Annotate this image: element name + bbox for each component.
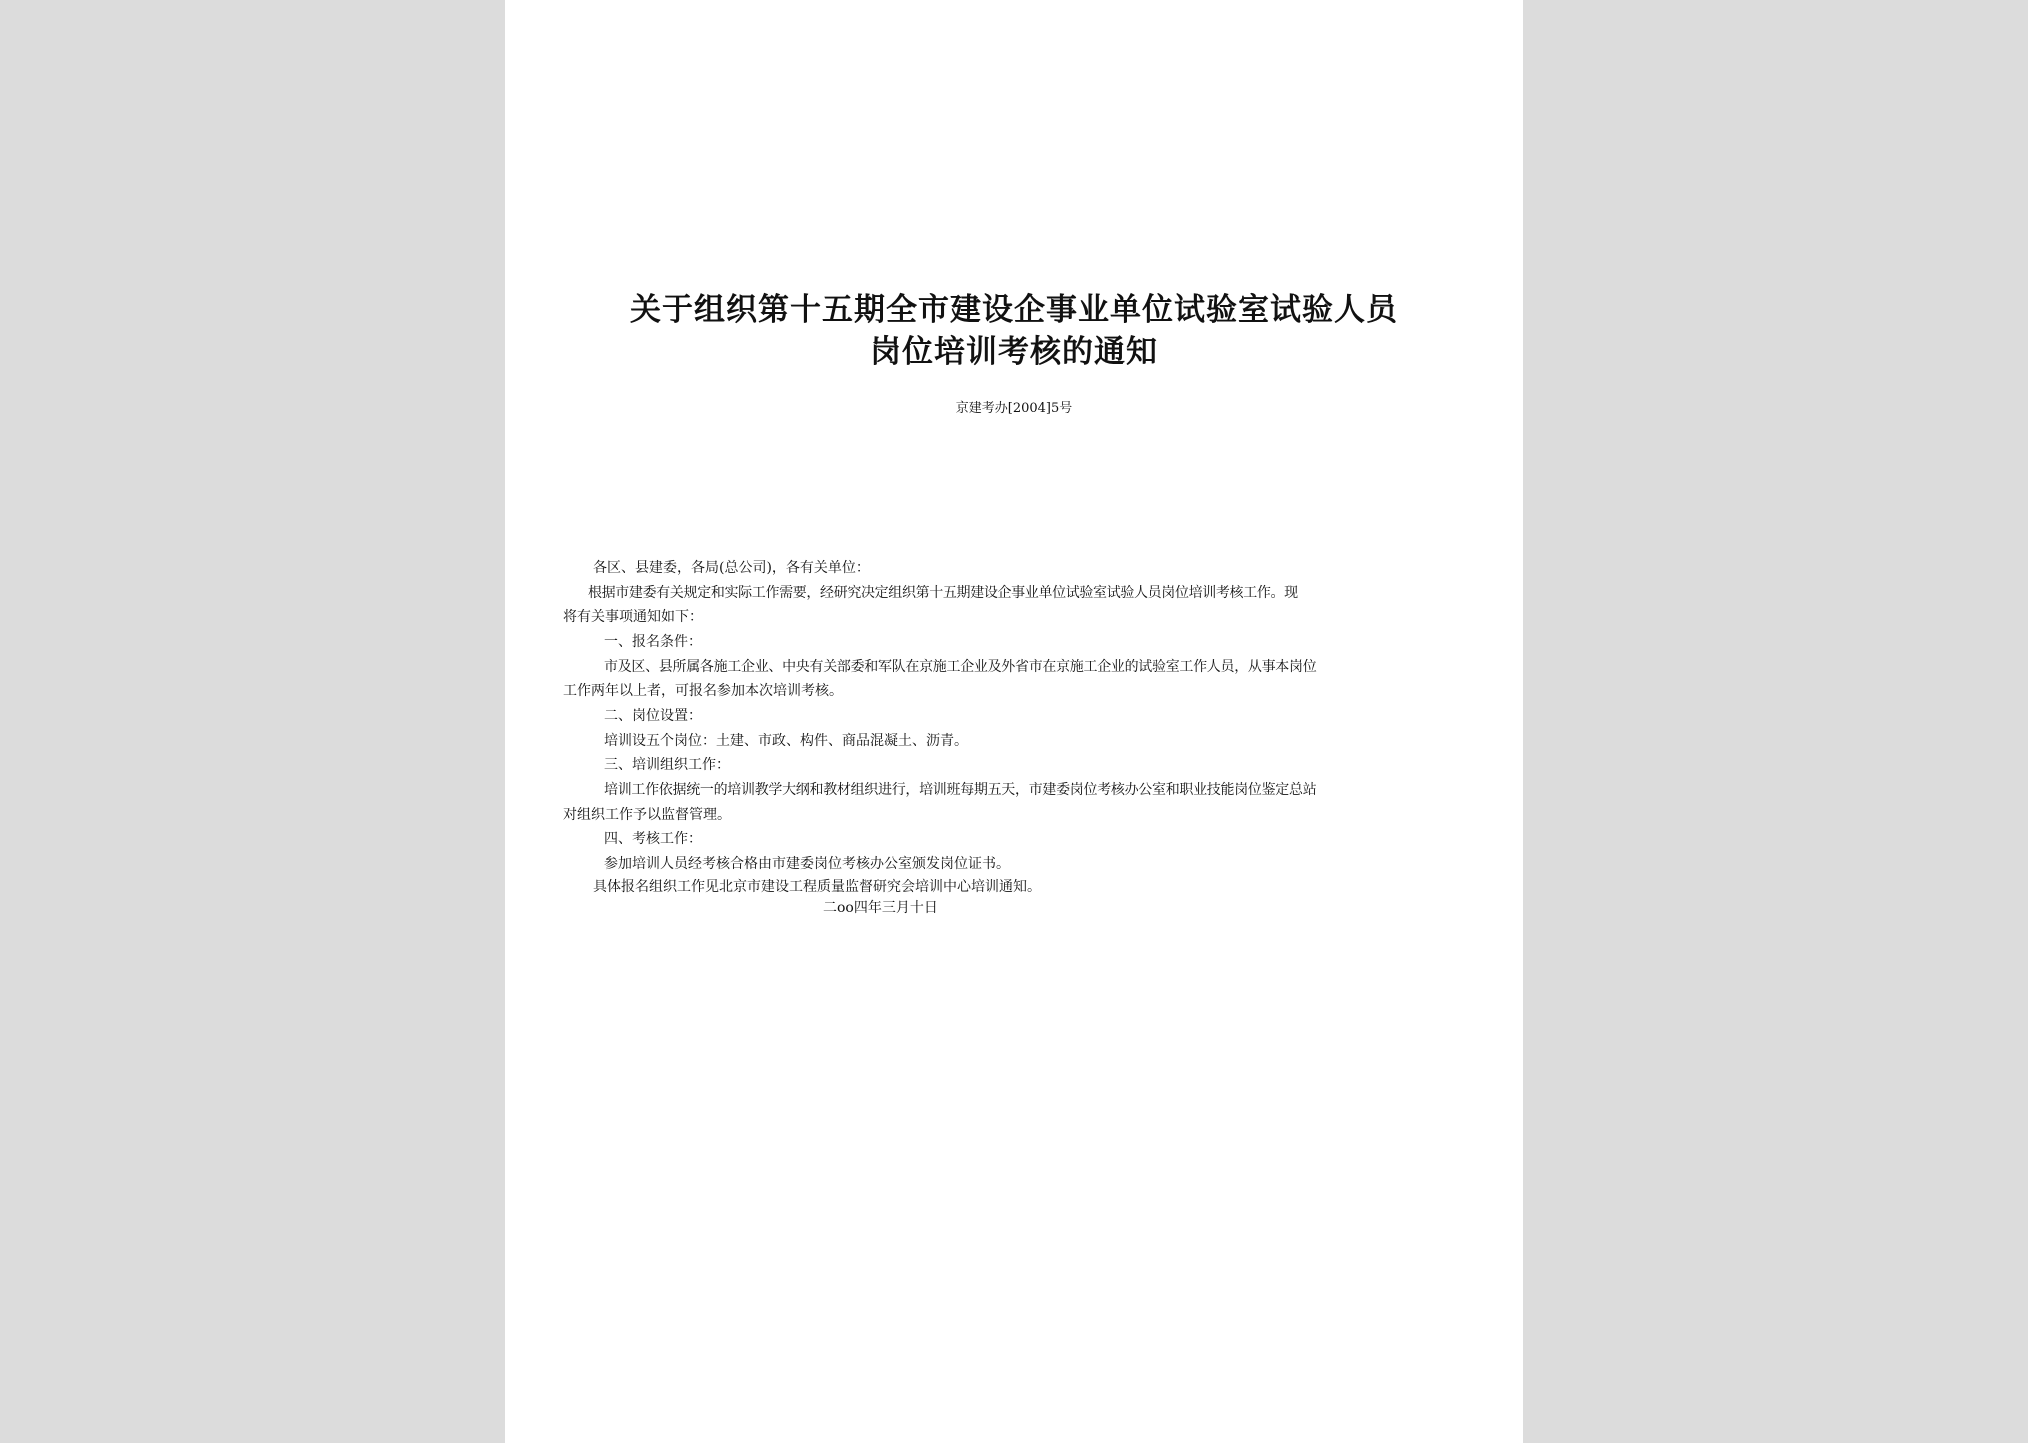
body-paragraph-line: 参加培训人员经考核合格由市建委岗位考核办公室颁发岗位证书。 bbox=[604, 856, 1010, 872]
body-paragraph-line: 培训工作依据统一的培训教学大纲和教材组织进行，培训班每期五天，市建委岗位考核办公室和职业技能岗位鉴定总站 bbox=[604, 782, 1317, 798]
section-heading: 四、考核工作： bbox=[604, 831, 702, 847]
document-title-line-1: 关于组织第十五期全市建设企事业单位试验室试验人员 bbox=[630, 292, 1398, 328]
salutation: 各区、县建委，各局(总公司)，各有关单位： bbox=[593, 560, 870, 576]
section-heading: 三、培训组织工作： bbox=[604, 757, 730, 773]
issue-date: 二oo四年三月十日 bbox=[823, 900, 938, 916]
body-paragraph-line: 市及区、县所属各施工企业、中央有关部委和军队在京施工企业及外省市在京施工企业的试验室工作人员，从事本岗位 bbox=[604, 659, 1317, 675]
document-page bbox=[505, 0, 1523, 1443]
section-heading: 一、报名条件： bbox=[604, 634, 702, 650]
body-paragraph-line: 具体报名组织工作见北京市建设工程质量监督研究会培训中心培训通知。 bbox=[593, 879, 1041, 895]
document-title-line-2: 岗位培训考核的通知 bbox=[870, 334, 1158, 370]
body-paragraph-line: 对组织工作予以监督管理。 bbox=[563, 807, 731, 823]
body-paragraph-line: 根据市建委有关规定和实际工作需要，经研究决定组织第十五期建设企事业单位试验室试验人员岗位培训考核工作。现 bbox=[588, 585, 1298, 601]
section-heading: 二、岗位设置： bbox=[604, 708, 702, 724]
body-paragraph-line: 培训设五个岗位：土建、市政、构件、商品混凝土、沥青。 bbox=[604, 733, 968, 749]
body-paragraph-line: 工作两年以上者，可报名参加本次培训考核。 bbox=[563, 683, 843, 699]
document-number: 京建考办[2004]5号 bbox=[955, 401, 1073, 416]
body-paragraph-line: 将有关事项通知如下： bbox=[563, 609, 703, 625]
